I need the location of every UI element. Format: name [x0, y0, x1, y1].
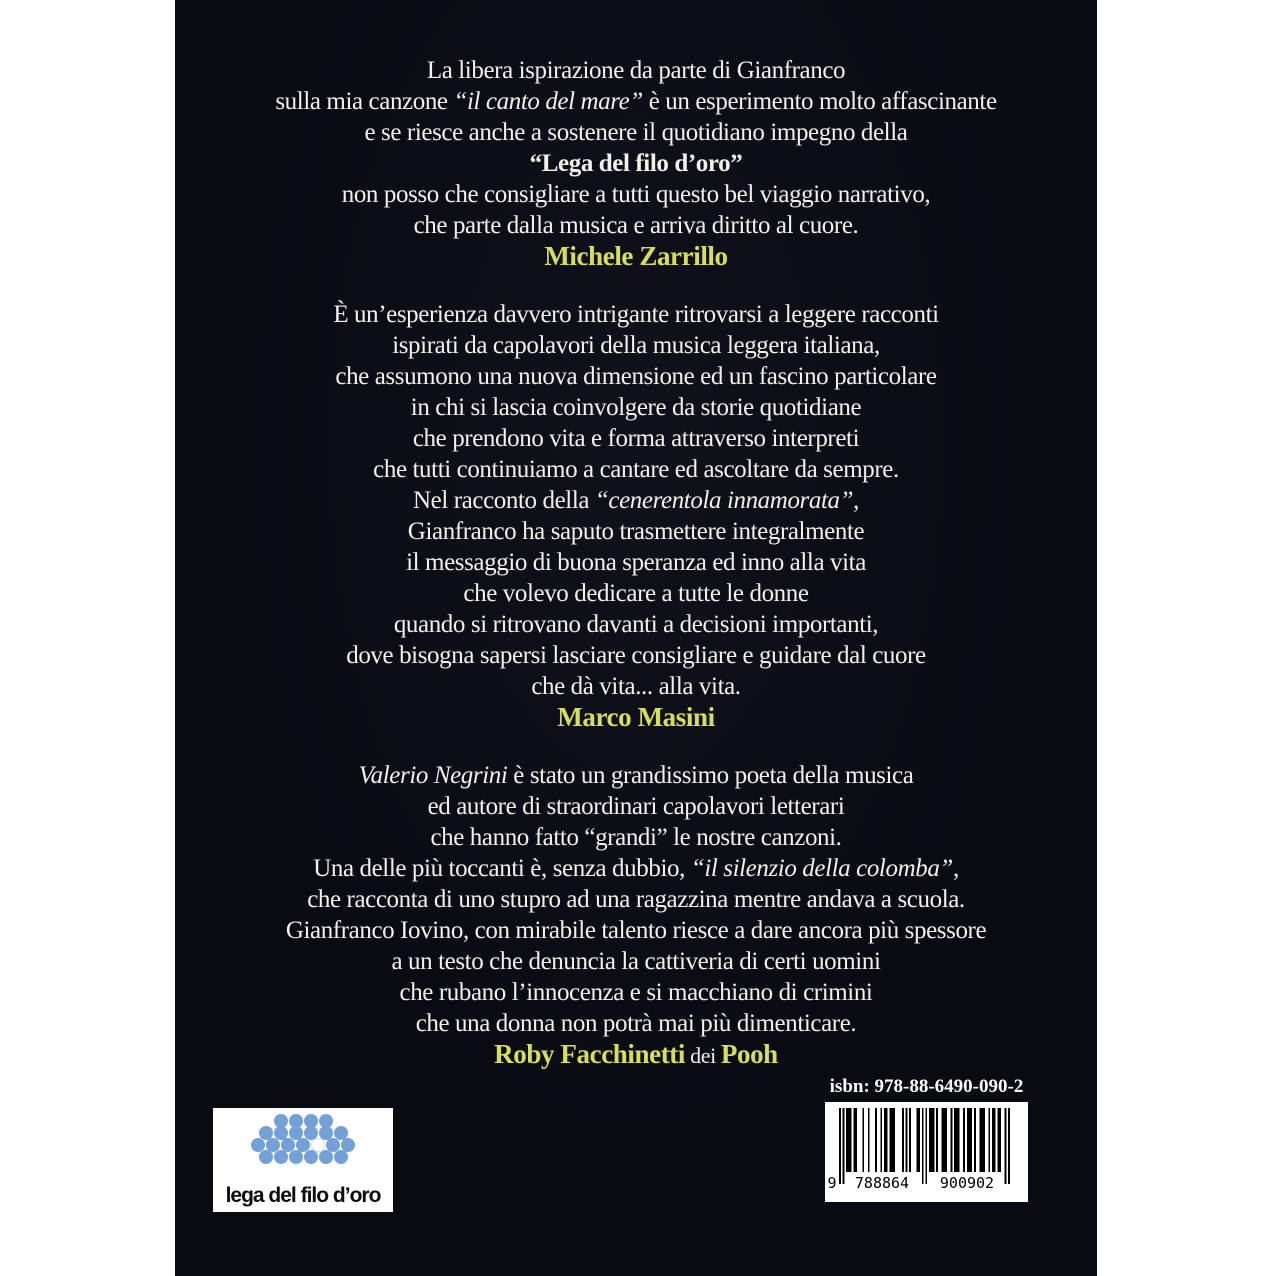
logo-wordmark: lega del filo d’oro: [225, 1184, 381, 1207]
quote-line: che una donna non potrà mai più dimenticare.: [415, 1010, 857, 1037]
logo-dot: [289, 1150, 303, 1164]
logo-dot: [274, 1150, 288, 1164]
quote-line: che volevo dedicare a tutte le donne: [463, 580, 809, 607]
facchinetti-quote: [175, 760, 1097, 1071]
barcode: [825, 1102, 1028, 1202]
logo-dots-icon: [213, 1116, 393, 1164]
quote-line: “Lega del filo d’oro”: [529, 150, 743, 177]
quote-line: sulla mia canzone “il canto del mare” è un esperimento molto affascinante: [275, 88, 997, 115]
quote-line: che hanno fatto “grandi” le nostre canzoni.: [430, 824, 842, 851]
quote-line: La libera ispirazione da parte di Gianfranco: [426, 57, 846, 84]
quote-line: Roby Facchinetti dei Pooh: [494, 1039, 778, 1069]
quote-line: ed autore di straordinari capolavori letterari: [427, 793, 845, 820]
quote-line: È un’esperienza davvero intrigante ritrovarsi a leggere racconti: [333, 301, 939, 328]
logo-dot: [259, 1150, 273, 1164]
quote-line: che dà vita... alla vita.: [531, 673, 741, 700]
quote-line: Nel racconto della “cenerentola innamorata”,: [413, 487, 859, 514]
logo-dot: [319, 1150, 333, 1164]
quote-line: non posso che consigliare a tutti questo bel viaggio narrativo,: [341, 181, 931, 208]
logo-dot: [334, 1150, 348, 1164]
quote-line: Valerio Negrini è stato un grandissimo poeta della musica: [358, 762, 914, 789]
quote-line: Michele Zarrillo: [544, 241, 728, 271]
quote-line: Gianfranco ha saputo trasmettere integralmente: [407, 518, 865, 545]
masini-quote: [175, 299, 1097, 734]
barcode-digits: 788864: [845, 1174, 919, 1192]
book-back-cover: [175, 0, 1097, 1276]
quote-line: Gianfranco Iovino, con mirabile talento riesce a dare ancora più spessore: [285, 917, 987, 944]
quote-line: Marco Masini: [557, 702, 715, 732]
quote-line: Una delle più toccanti è, senza dubbio, “il silenzio della colomba”,: [313, 855, 959, 882]
quote-line: in chi si lascia coinvolgere da storie quotidiane: [410, 394, 862, 421]
lega-del-filo-doro-logo: [213, 1108, 393, 1212]
quote-line: a un testo che denuncia la cattiveria di certi uomini: [391, 948, 881, 975]
quote-line: che parte dalla musica e arriva diritto al cuore.: [413, 212, 859, 239]
quote-line: ispirati da capolavori della musica leggera italiana,: [392, 332, 880, 359]
isbn-label: isbn: 978-88-6490-090-2: [829, 1076, 1024, 1097]
quote-line: quando si ritrovano davanti a decisioni importanti,: [393, 611, 879, 638]
barcode-digits: 9: [827, 1174, 837, 1192]
quote-line: che prendono vita e forma attraverso interpreti: [412, 425, 860, 452]
quote-line: che racconta di uno stupro ad una ragazzina mentre andava a scuola.: [307, 886, 965, 913]
quote-line: e se riesce anche a sostenere il quotidiano impegno della: [364, 119, 908, 146]
quote-line: che rubano l’innocenza e si macchiano di crimini: [399, 979, 873, 1006]
zarrillo-quote: [175, 55, 1097, 273]
quote-line: dove bisogna sapersi lasciare consigliare e guidare dal cuore: [346, 642, 926, 669]
quote-line: il messaggio di buona speranza ed inno alla vita: [406, 549, 866, 576]
quote-line: che tutti continuiamo a cantare ed ascoltare da sempre.: [373, 456, 899, 483]
logo-dot: [304, 1150, 318, 1164]
barcode-digits: 900902: [930, 1174, 1004, 1192]
endorsement-quotes: [175, 0, 1097, 1097]
quote-line: che assumono una nuova dimensione ed un fascino particolare: [335, 363, 937, 390]
